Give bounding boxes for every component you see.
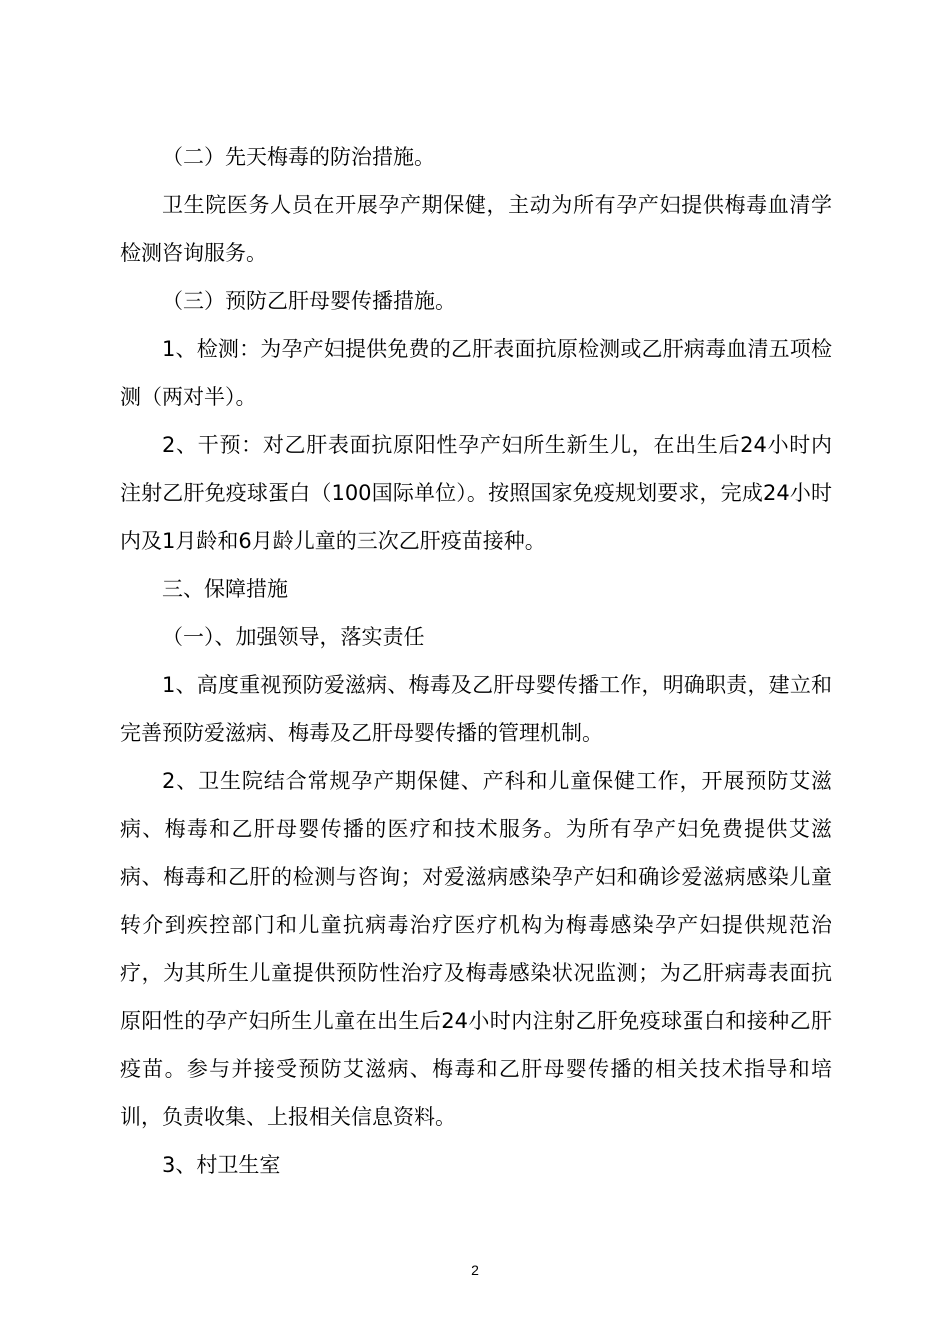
paragraph-leadership-item-3: 3、村卫生室	[162, 1153, 281, 1177]
page-number: 2	[471, 1262, 479, 1278]
paragraph-leadership-item-1: 1、高度重视预防爱滋病、梅毒及乙肝母婴传播工作，明确职责，建立和完善预防爱滋病、梅毒及乙肝母婴传播的管理机制。	[120, 673, 832, 745]
section-heading-hepatitis-b: （三）预防乙肝母婴传播措施。	[162, 289, 456, 313]
paragraph-hepatitis-b-intervention: 2、干预：对乙肝表面抗原阳性孕产妇所生新生儿，在出生后24小时内注射乙肝免疫球蛋白（100国际单位）。按照国家免疫规划要求，完成24小时内及1月龄和6月龄儿童的三次乙肝疫苗接种。	[120, 433, 832, 553]
paragraph-leadership-item-2: 2、卫生院结合常规孕产期保健、产科和儿童保健工作，开展预防艾滋病、梅毒和乙肝母婴传播的医疗和技术服务。为所有孕产妇免费提供艾滋病、梅毒和乙肝的检测与咨询；对爱滋病感染孕产妇和确诊爱滋病感染儿童转介到疾控部门和儿童抗病毒治疗医疗机构为梅毒感染孕产妇提供规范治疗，为其所生儿童提供预防性治疗及梅毒感染状况监测；为乙肝病毒表面抗原阳性的孕产妇所生儿童在出生后24小时内注射乙肝免疫球蛋白和接种乙肝疫苗。参与并接受预防艾滋病、梅毒和乙肝母婴传播的相关技术指导和培训，负责收集、上报相关信息资料。	[120, 769, 832, 1129]
subsection-heading-leadership: （一）、加强领导，落实责任	[162, 625, 425, 649]
section-heading-congenital-syphilis: （二）先天梅毒的防治措施。	[162, 145, 435, 169]
document-body	[120, 133, 832, 1189]
paragraph-hepatitis-b-testing: 1、检测：为孕产妇提供免费的乙肝表面抗原检测或乙肝病毒血清五项检测（两对半）。	[120, 337, 832, 409]
section-heading-safeguards: 三、保障措施	[162, 577, 288, 601]
paragraph-syphilis-testing: 卫生院医务人员在开展孕产期保健，主动为所有孕产妇提供梅毒血清学检测咨询服务。	[120, 193, 832, 265]
